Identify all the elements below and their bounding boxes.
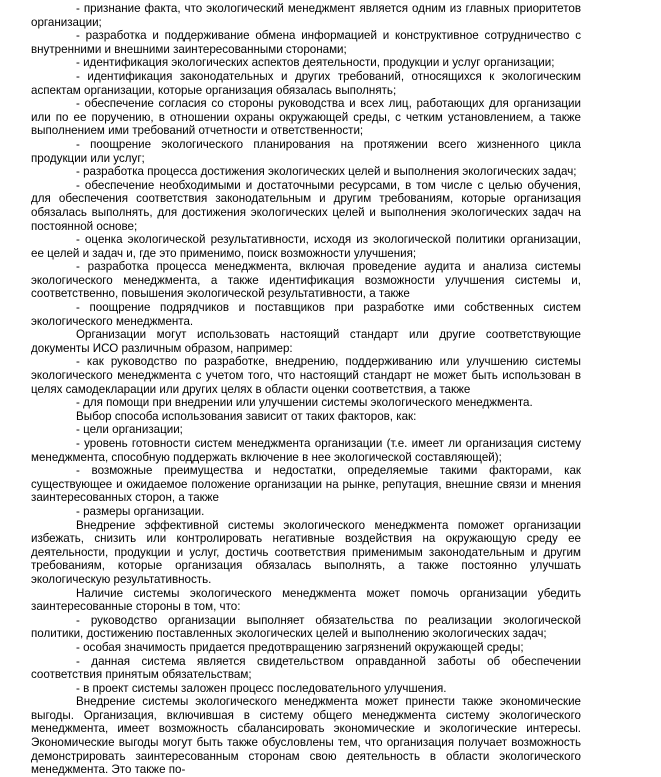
paragraph: - разработка процесса достижения экологических целей и выполнения экологических задач; [76, 165, 577, 179]
paragraph: Внедрение эффективной системы экологического менеджмента поможет организации избежать, снизить или контролировать негативные воздействия на окружающую среду ее деятельности, продукции и услуг, достичь соответствия применимым законодательным и другим требованиям, которые организация обязалась выполнять, а также постоянно улучшать экологическую результативность. [31, 518, 581, 586]
paragraph: Организации могут использовать настоящий стандарт или другие соответствующие документы ИСО различным образом, например: [31, 328, 581, 355]
paragraph: - поощрение экологического планирования на протяжении всего жизненного цикла продукции или услуг; [31, 137, 581, 165]
paragraph: - разработка и поддерживание обмена информацией и конструктивное сотрудничество с внутренними и внешними заинтересованными сторонами; [31, 29, 581, 56]
paragraph: - идентификация экологических аспектов деятельности, продукции и услуг организации; [76, 56, 555, 70]
paragraph: - для помощи при внедрении или улучшении системы экологического менеджмента. [76, 396, 533, 410]
paragraph: - признание факта, что экологический менеджмент является одним из главных приоритетов организации; [31, 2, 581, 29]
paragraph: Наличие системы экологического менеджмента может помочь организации убедить заинтересованные стороны в том, что: [31, 586, 581, 614]
paragraph: - в проект системы заложен процесс последовательного улучшения. [76, 681, 447, 695]
paragraph: - особая значимость придается предотвращению загрязнений окружающей среды; [76, 640, 524, 654]
paragraph: - данная система является свидетельством оправданной заботы об обеспечении соответствия принятым обязательствам; [31, 654, 581, 682]
paragraph: - возможные преимущества и недостатки, определяемые такими факторами, как существующее и ожидаемое положение организации на рынке, репутация, внешние связи и мнения заинтересованных сторон, а также [31, 464, 581, 505]
paragraph: Внедрение системы экологического менеджмента может принести также экономические выгоды. Организация, включившая в систему общего менеджмента систему экологического менеджмента, имеет возможность сбалансировать экономические и экологические интересы. Экономические выгоды могут быть также обусловлены тем, что организация получает возможность демонстрировать заинтересованным сторонам свою деятельность в области экологического менеджмента. Это также по- [31, 695, 581, 777]
paragraph: - поощрение подрядчиков и поставщиков при разработке ими собственных систем экологического менеджмента. [31, 301, 581, 328]
paragraph: - разработка процесса менеджмента, включая проведение аудита и анализа системы экологического менеджмента, а также идентификация возможности улучшения системы и, соответственно, повышения экологической результативности, а также [31, 260, 581, 301]
paragraph: - уровень готовности систем менеджмента организации (т.е. имеет ли организация систему менеджмента, способную поддержать включение в нее экологической составляющей); [31, 437, 581, 464]
paragraph: - оценка экологической результативности, исходя из экологической политики организации, ее целей и задач и, где это применимо, поиск возможности улучшения; [31, 233, 581, 260]
paragraph: - идентификация законодательных и других требований, относящихся к экологическим аспектам организации, которые организация обязалась выполнять; [31, 69, 581, 97]
paragraph: - обеспечение согласия со стороны руководства и всех лиц, работающих для организации или по ее поручению, в отношении охраны окружающей среды, с четким установлением, а также выполнением ими требований отчетности и ответственности; [31, 97, 581, 138]
paragraph: - цели организации; [76, 423, 183, 437]
paragraph: - руководство организации выполняет обязательства по реализации экологической политики, достижению поставленных экологических целей и выполнению экологических задач; [31, 613, 581, 641]
paragraph: Выбор способа использования зависит от таких факторов, как: [76, 409, 417, 423]
paragraph: - обеспечение необходимыми и достаточными ресурсами, в том числе с целью обучения, для обеспечения соответствия законодательным и другим требованиям, которые организация обязалась выполнять, для достижения экологических целей и выполнения экологических задач на постоянной основе; [31, 178, 581, 233]
paragraph: - как руководство по разработке, внедрению, поддерживанию или улучшению системы экологического менеджмента с учетом того, что настоящий стандарт не может быть использован в целях самодекларации или других целях в области оценки соответствия, а также [31, 355, 581, 396]
paragraph: - размеры организации. [76, 504, 205, 518]
